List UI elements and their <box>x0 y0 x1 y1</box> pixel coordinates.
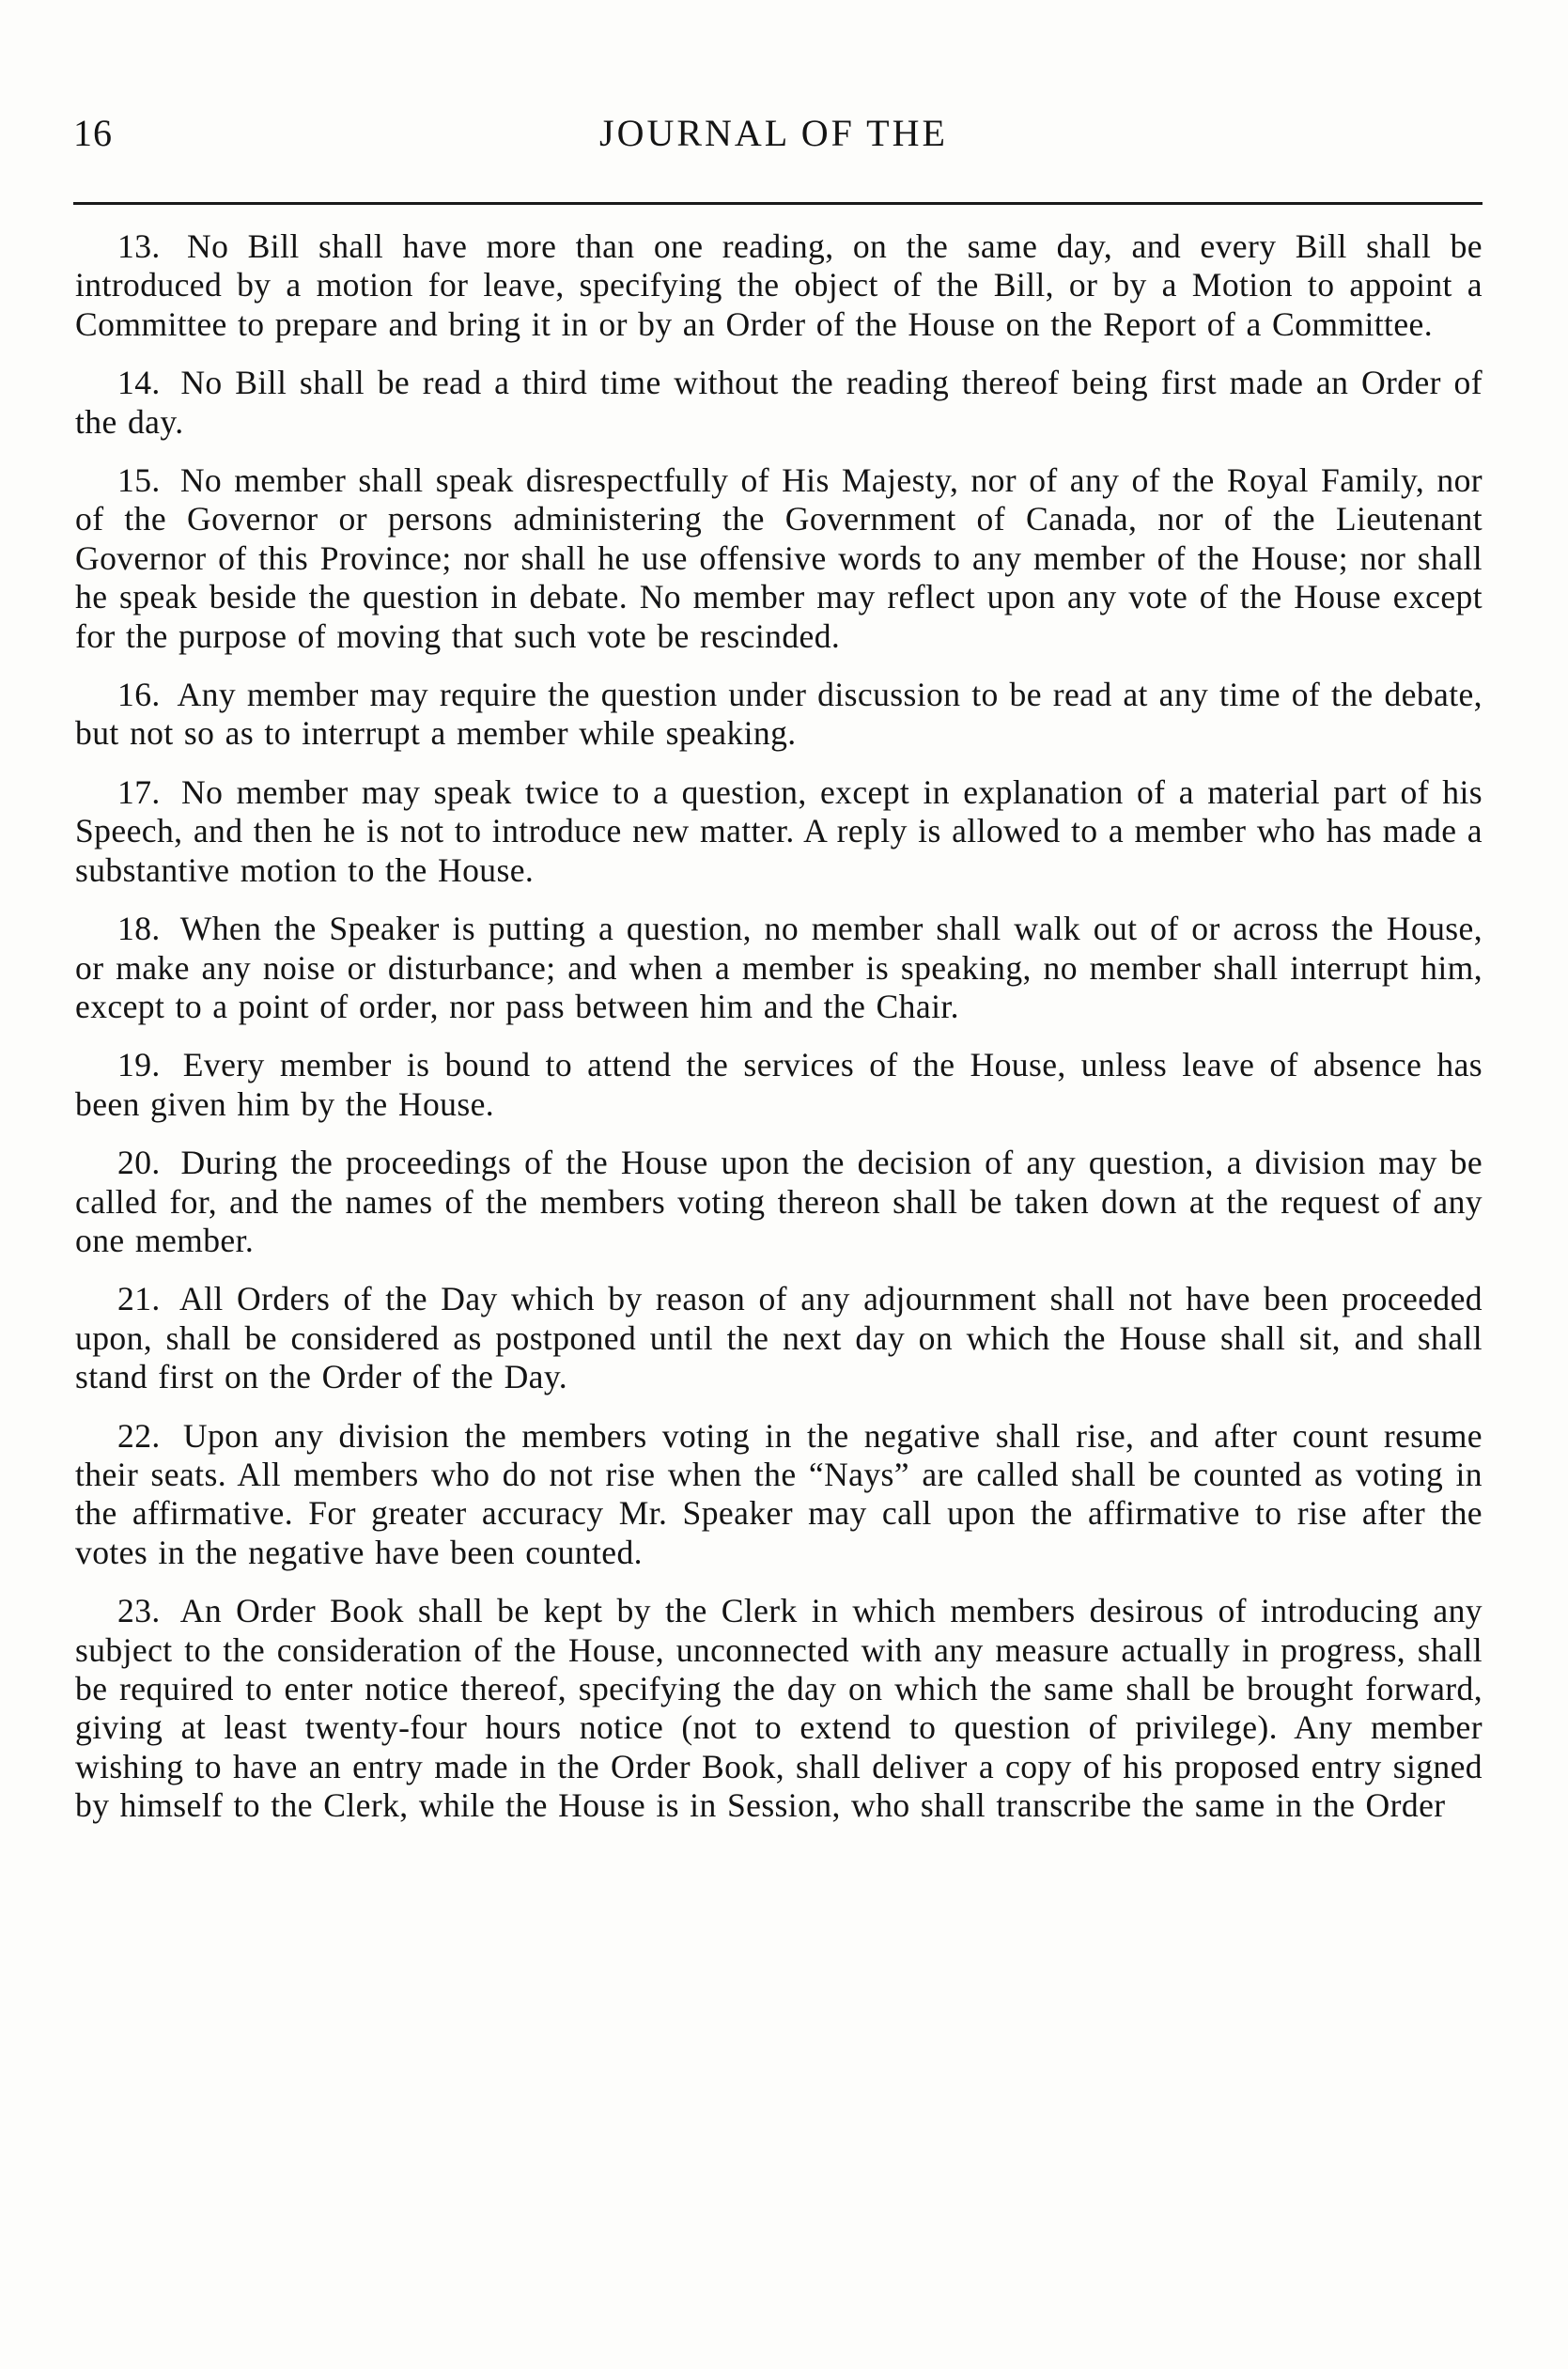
rule-paragraph <box>75 1280 1483 1396</box>
rule-paragraph <box>75 910 1483 1026</box>
header-rule <box>73 202 1483 205</box>
rule-paragraph <box>75 364 1483 442</box>
page-header <box>73 111 1483 167</box>
rule-number: 19. <box>117 1046 161 1084</box>
rule-text: No Bill shall be read a third time without the reading thereof being first made an Order of the day. <box>75 364 1483 441</box>
rule-number: 20. <box>117 1144 161 1182</box>
rule-number: 14. <box>117 364 161 402</box>
rule-text: No member shall speak disrespectfully of His Majesty, nor of any of the Royal Family, nor of the Governor or persons administering the Government of Canada, nor of the Lieutenant Governor of this Province; nor shall he use offensive words to any member of the House; nor shall he speak beside the question in debate. No member may reflect upon any vote of the House except for the purpose of moving that such vote be rescinded. <box>75 461 1483 655</box>
rule-number: 13. <box>117 227 161 265</box>
rule-paragraph <box>75 676 1483 754</box>
rule-text: Every member is bound to attend the services of the House, unless leave of absence has been given him by the House. <box>75 1046 1483 1123</box>
rule-text: No member may speak twice to a question, except in explanation of a material part of his Speech, and then he is not to introduce new matter. A reply is allowed to a member who has made a substantive motion to the House. <box>75 772 1483 889</box>
rule-number: 22. <box>117 1416 161 1455</box>
page-number: 16 <box>73 112 113 154</box>
rule-paragraph <box>75 773 1483 890</box>
rule-paragraph <box>75 1417 1483 1573</box>
rule-text: All Orders of the Day which by reason of any adjournment shall not have been proceeded upon, shall be considered as postponed until the next day on which the House shall sit, and shall stand first on the Order of the Day. <box>75 1280 1483 1396</box>
rule-text: Any member may require the question under discussion to be read at any time of the debate, but not so as to interrupt a member while speaking. <box>75 676 1483 753</box>
rule-text: When the Speaker is putting a question, no member shall walk out of or across the House, or make any noise or disturbance; and when a member is speaking, no member shall interrupt him, except to a point of order, nor pass between him and the Chair. <box>75 910 1483 1025</box>
rule-paragraph <box>75 227 1483 344</box>
rule-number: 17. <box>117 772 161 811</box>
rule-number: 15. <box>117 461 161 500</box>
rule-paragraph <box>75 1592 1483 1825</box>
rules-body <box>75 227 1483 1846</box>
running-head: JOURNAL OF THE <box>599 112 948 154</box>
rule-text: During the proceedings of the House upon the decision of any question, a division may be called for, and the names of the members voting thereon shall be taken down at the request of any one member. <box>75 1144 1483 1259</box>
rule-paragraph <box>75 1144 1483 1260</box>
rule-number: 21. <box>117 1280 161 1318</box>
rule-text: An Order Book shall be kept by the Clerk in which members desirous of introducing any subject to the consideration of the House, unconnected with any measure actually in progress, shall be required to enter notice thereof, specifying the day on which the same shall be brought forward, giving at least twenty-four hours notice (not to extend to question of privilege). Any member wishing to have an entry made in the Order Book, shall deliver a copy of his proposed entry signed by himself to the Clerk, while the House is in Session, who shall transcribe the same in the Order <box>75 1592 1483 1825</box>
rule-number: 23. <box>117 1592 161 1630</box>
rule-paragraph <box>75 1046 1483 1124</box>
rule-text: No Bill shall have more than one reading, on the same day, and every Bill shall be introduced by a motion for leave, specifying the object of the Bill, or by a Motion to appoint a Committee to prepare and bring it in or by an Order of the House on the Report of a Committee. <box>75 227 1483 343</box>
rule-paragraph <box>75 461 1483 656</box>
rule-number: 18. <box>117 910 161 948</box>
rule-number: 16. <box>117 676 161 714</box>
rule-text: Upon any division the members voting in the negative shall rise, and after count resume their seats. All members who do not rise when the “Nays” are called shall be counted as voting in the affirmative. For greater accuracy Mr. Speaker may call upon the affirmative to rise after the votes in the negative have been counted. <box>75 1416 1483 1571</box>
